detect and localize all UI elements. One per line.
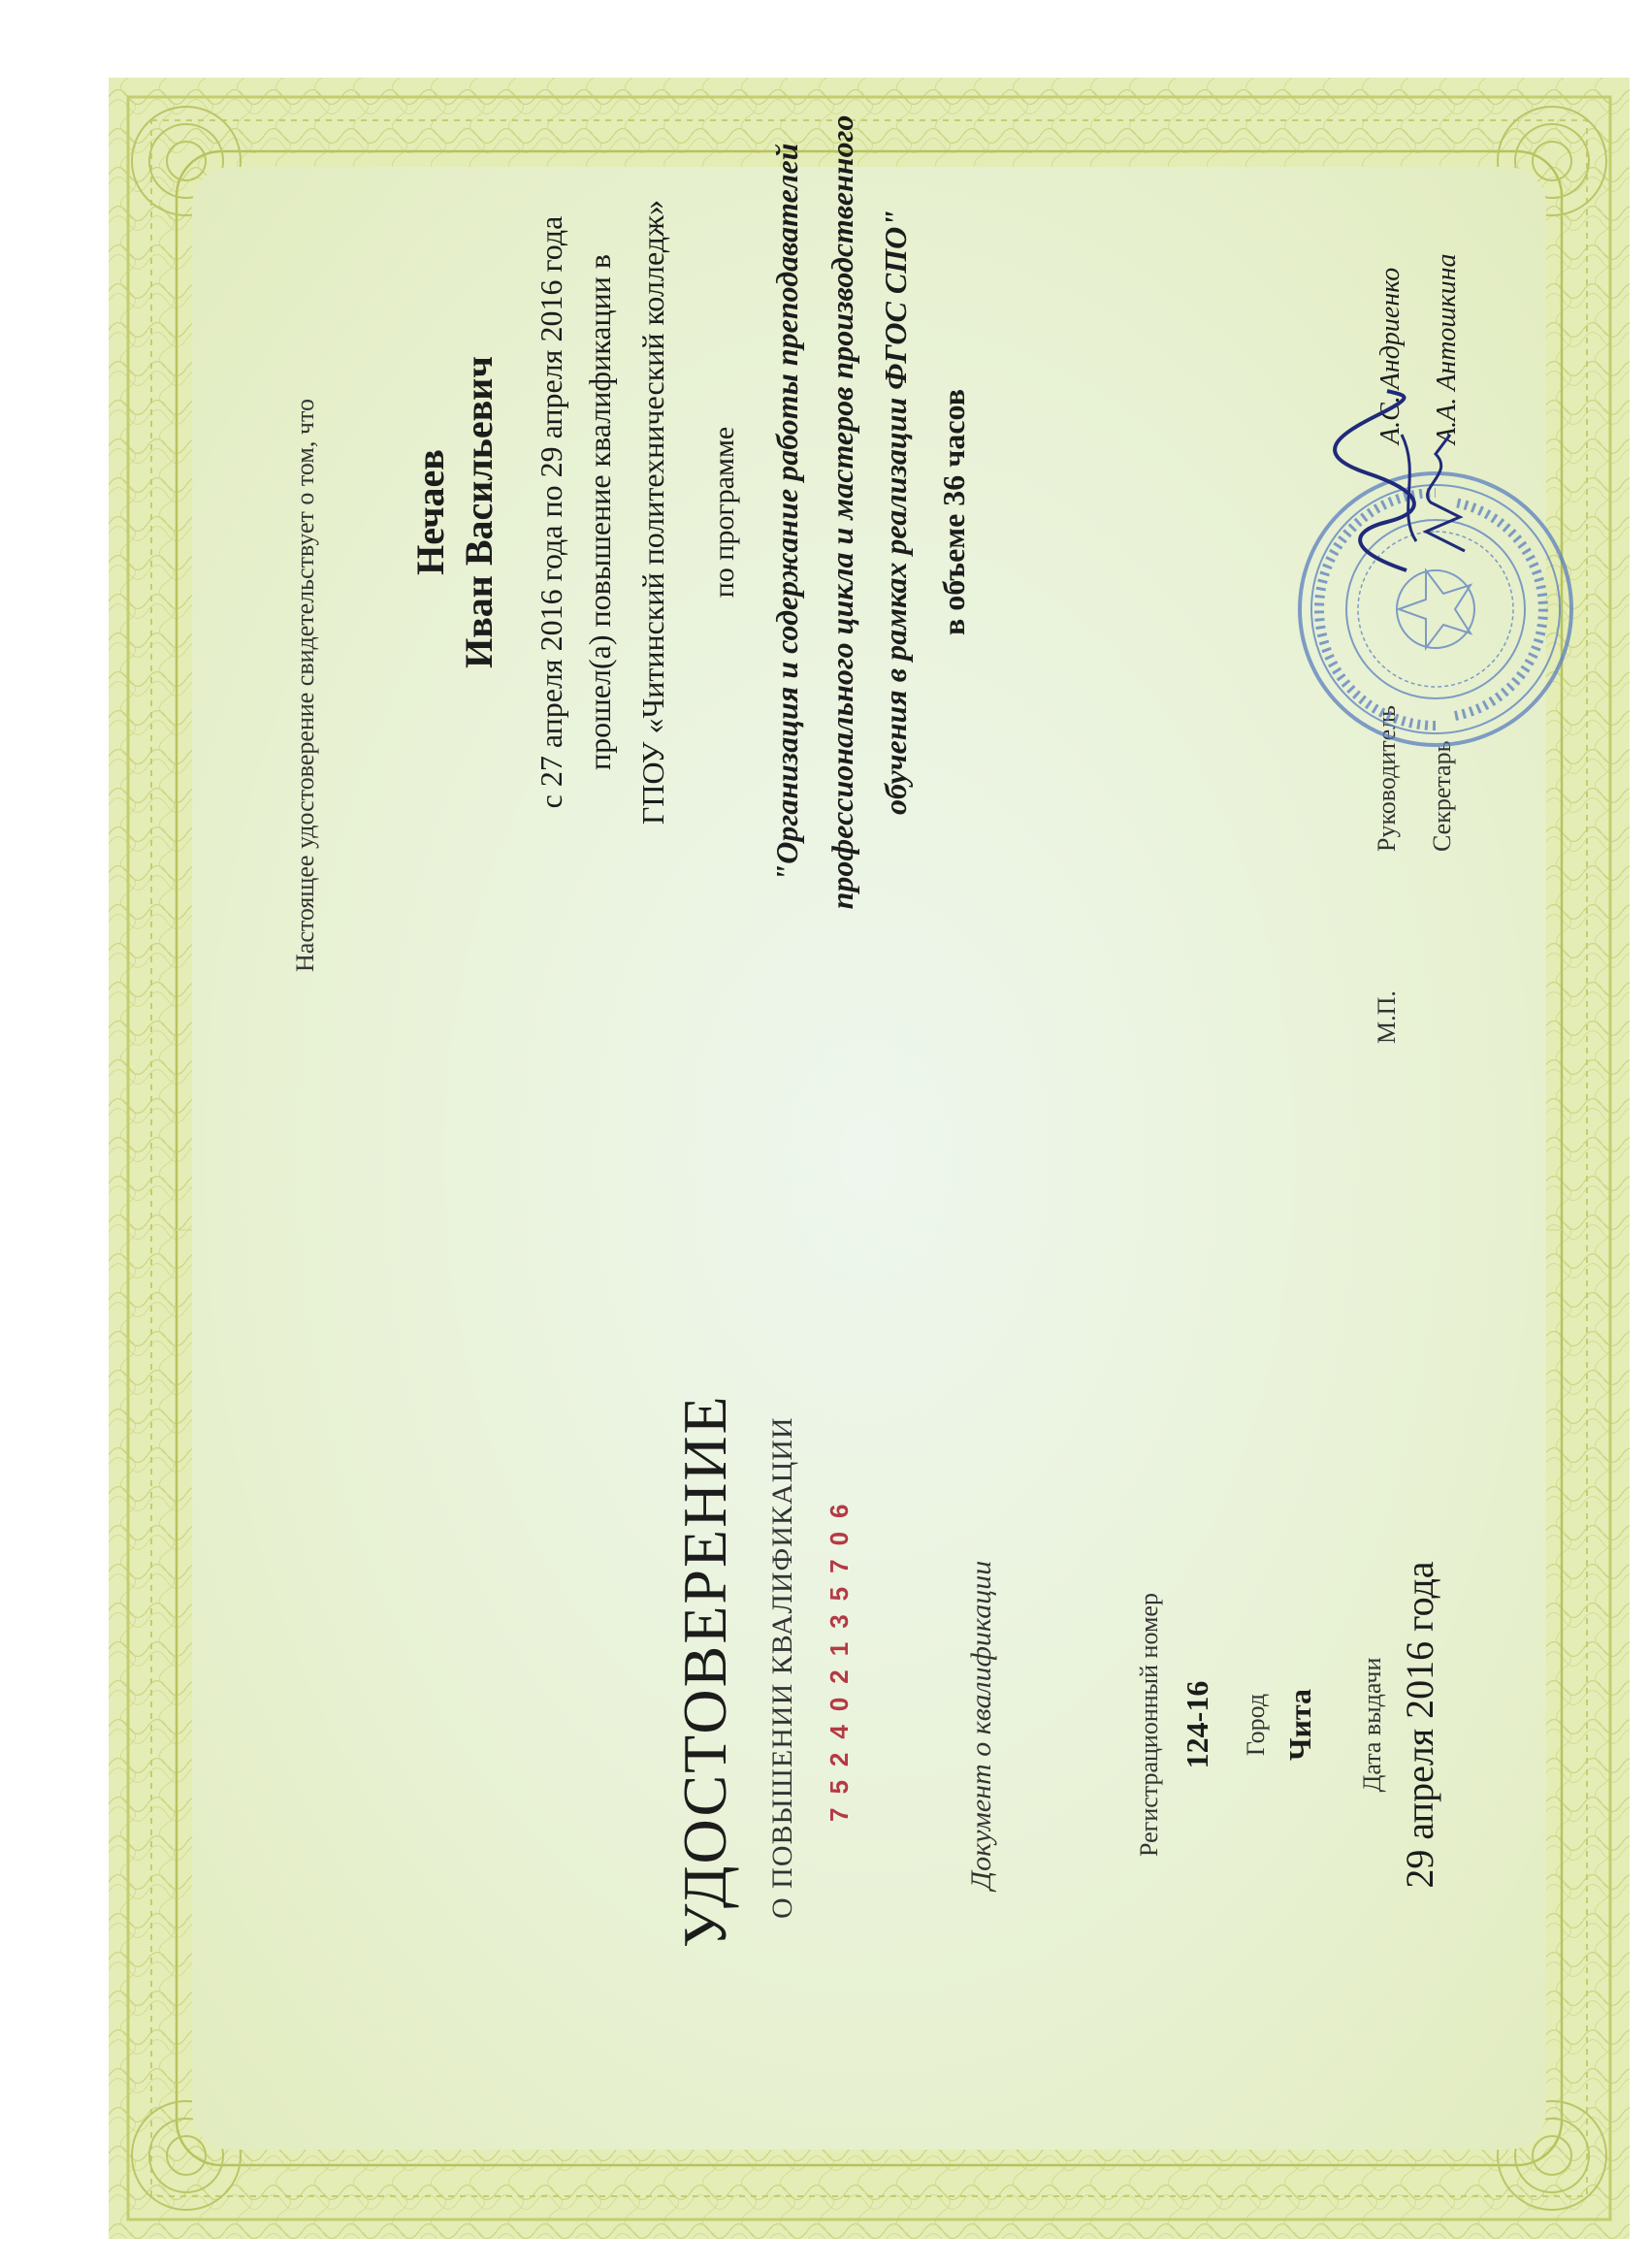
document-subtitle: О ПОВЫШЕНИИ КВАЛИФИКАЦИИ	[766, 1416, 798, 1919]
program-label: по программе	[708, 426, 740, 599]
head-label: Руководитель	[1373, 705, 1401, 852]
recipient-name: Иван Васильевич	[457, 356, 501, 668]
program-title-line-3: обучения в рамках реализации ФГОС СПО"	[878, 210, 913, 815]
recipient-surname: Нечаев	[408, 449, 452, 575]
secretary-label: Секретарь	[1428, 740, 1456, 852]
city: Чита	[1282, 1688, 1317, 1762]
secretary-name: А.А. Антошкина	[1432, 253, 1462, 444]
intro-text: Настоящее удостоверение свидетельствует о том, что	[291, 399, 319, 972]
issue-date: 29 апреля 2016 года	[1398, 1561, 1441, 1889]
registration-number: 124-16	[1180, 1680, 1214, 1769]
secretary-signature	[1406, 425, 1484, 561]
document-title: УДОСТОВЕРЕНИЕ	[670, 1394, 739, 1948]
document-type: Документ о квалификации	[965, 1560, 997, 1890]
program-volume: в объеме 36 часов	[936, 388, 971, 636]
issue-date-label: Дата выдачи	[1358, 1657, 1386, 1793]
registration-label: Регистрационный номер	[1135, 1593, 1163, 1857]
serial-number: 752402135706	[824, 1490, 854, 1822]
head-name: А.С. Андриенко	[1375, 267, 1406, 444]
training-period: с 27 апреля 2016 года по 29 апреля 2016 года	[534, 215, 568, 809]
seal-place-label: М.П.	[1373, 990, 1401, 1044]
program-title-line-1: "Организация и содержание работы преподавателей	[769, 143, 804, 882]
institution-name: ГПОУ «Читинский политехнический колледж»	[635, 199, 670, 826]
program-title-line-2: профессионального цикла и мастеров производственного	[824, 114, 859, 910]
city-label: Город	[1242, 1693, 1270, 1757]
completion-text: прошел(а) повышение квалификации в	[582, 254, 617, 770]
